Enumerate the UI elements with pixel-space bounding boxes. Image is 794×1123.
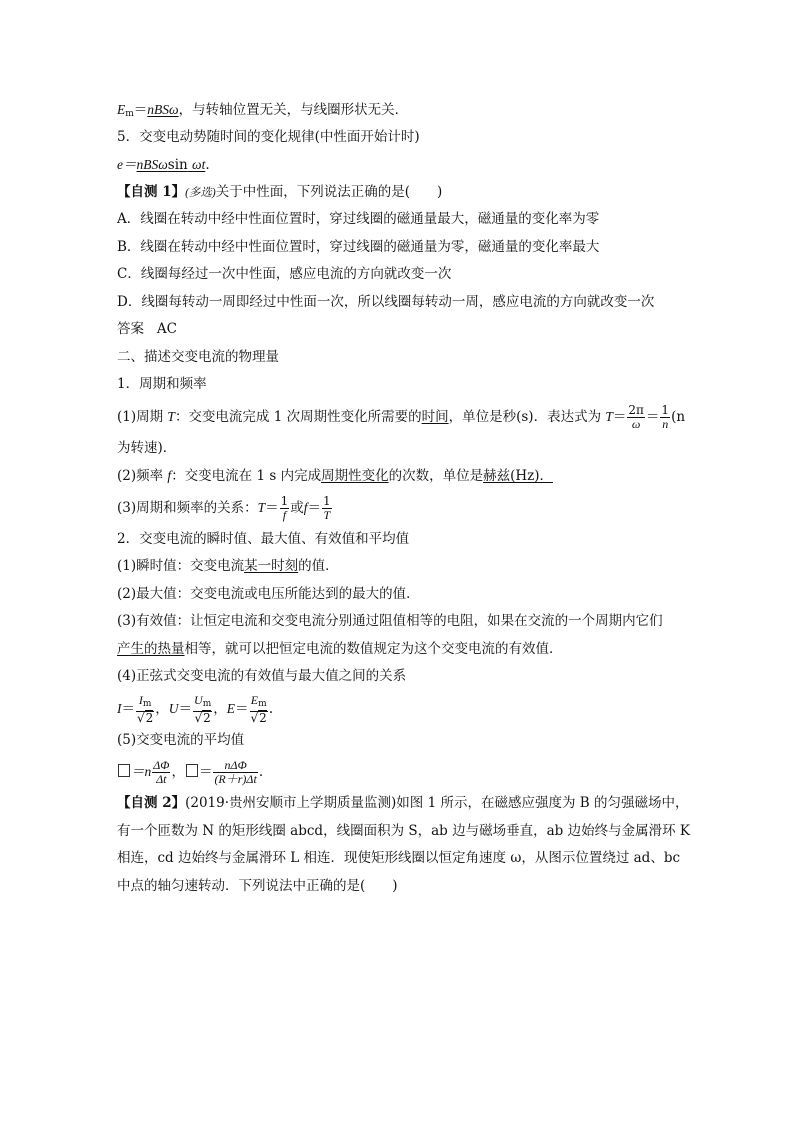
emf-time-formula [117,151,682,179]
period-underlined: 时间 [421,408,449,425]
symbol-f: f [167,468,172,483]
subsection-period-frequency: 1．周期和频率 [117,376,207,392]
comma: ， [213,700,227,717]
fraction-numerator: ΔΦ [153,758,170,772]
sine-relation-heading: (4)正弦式交变电流的有效值与最大值之间的关系 [117,668,407,684]
subscript-m: m [125,109,134,119]
answer-value: AC [156,321,177,337]
symbol-e: E [226,700,236,716]
symbol-i: I [117,700,122,716]
fraction-1-f [280,495,290,522]
symbol-f: f [303,499,308,515]
item-5-heading: 5．交变电动势随时间的变化规律(中性面开始计时) [117,128,420,145]
fraction-ndphi-rdt [213,759,257,786]
symbol-e: E [117,102,126,117]
effective-value-line-1: (3)有效值：让恒定电流和交变电流分别通过阻值相等的电阻，如果在交流的一个周期内它们 [117,613,663,629]
q2-line-1 [117,790,689,818]
fraction-um-root2: $\frac{U_m}{√2}$ [194,692,212,725]
q1-question: 关于中性面，下列说法正确的是( ) [215,183,443,200]
average-formulas [117,754,682,790]
fraction-1-n [660,404,670,431]
maximum-value: (2)最大值：交变电流或电压所能达到的最大的值． [117,585,420,602]
period-label: (1)周期 [117,408,168,425]
q2-line-3: 相连，cd 边始终与金属滑环 L 相连．现使矩形线圈以恒定角速度 ω，从图示位置绕过 ad、bc [117,850,681,866]
document-page [117,96,690,900]
symbol-t-2: T [605,408,613,424]
answer-label: 答案 [117,321,144,337]
subscript-m: m [142,698,152,709]
fraction-1-t [322,495,332,522]
relation-or: 或 [290,499,304,516]
emf-max-note: ，与转轴位置无关，与线圈形状无关． [178,102,409,118]
period-continuation: 为转速)． [117,439,177,456]
fraction-numerator: 1 [280,493,289,508]
fraction-denominator: Δt [152,772,170,786]
formula-lhs: e＝ [117,157,137,172]
q2-text-1: (2019·贵州安顺市上学期质量监测)如图 1 所示，在磁感应强度为 B 的匀强磁场中， [185,795,689,811]
average-emf-symbol-icon [118,764,130,777]
fraction-numerator: 2π [628,402,644,417]
equals-sign: ＝ [612,408,627,425]
average-eq: ＝n [131,764,152,779]
formula-phase: ωt [192,157,206,172]
fraction-denominator: (R＋r)Δt [214,772,257,786]
subscript-m: m [202,698,212,709]
q1-tag: 【自测 1】 [117,183,186,200]
fraction-numerator: nΔΦ [224,758,247,772]
q2-line-4: 中点的轴匀速转动．下列说法中正确的是( ) [117,877,398,894]
period-text: ：交变电流完成 1 次周期性变化所需要的 [174,408,422,425]
fraction-numerator: 1 [323,493,331,508]
average-value-heading: (5)交变电流的平均值 [117,731,245,748]
subscript-m: m [258,698,267,709]
emf-max-expression: nBSω [147,102,179,117]
average-current-symbol-icon [186,764,198,777]
frequency-underlined-2: 赫兹(Hz)． [483,468,553,484]
fraction-im-root2: $\frac{I_m}{√2}$ [137,692,154,725]
equals-sign: ＝ [645,408,660,425]
q2-line-2: 有一个匝数为 N 的矩形线圈 abcd，线圈面积为 S，ab 边与磁场垂直，ab 边始终与金属滑环 K [117,822,690,839]
period-frequency-relation [117,490,682,526]
q1-stem [117,179,682,207]
symbol-i: I [138,692,143,707]
equals-sign: ＝ [178,700,193,717]
effective-text: 相等，就可以把恒定电流的数值规定为这个交变电流的有效值． [184,640,563,657]
relation-label: (3)周期和频率的关系： [117,499,258,516]
fraction-denominator: ω [627,417,645,431]
q1-multi-choice: (多选) [185,186,216,199]
period-text-2: ，单位是秒(s)．表达式为 [448,408,606,425]
subsection-values: 2．交变电流的瞬时值、最大值、有效值和平均值 [117,530,410,547]
symbol-u: U [194,692,203,707]
symbol-t: T [167,408,175,424]
q1-option-b: B．线圈在转动中经中性面位置时，穿过线圈的磁通量为零，磁通量的变化率最大 [117,238,600,255]
effective-value-line-2 [117,636,682,664]
equals-sign: ＝ [121,700,135,717]
q1-option-c: C．线圈每经过一次中性面，感应电流的方向就改变一次 [117,266,452,282]
radicand: 2 [203,710,211,725]
q1-answer [117,316,682,344]
period-mark: . [258,764,264,780]
section-2-heading: 二、描述交变电流的物理量 [117,348,279,365]
fraction-em-root2: $\frac{E_m}{√2}$ [250,692,267,725]
emf-max-formula [117,96,682,124]
formula-sin: sin [167,157,188,173]
equals-sign: ＝ [265,499,279,516]
equals-sign: ＝ [235,700,249,717]
period-definition [117,399,686,435]
fraction-denominator: T [323,507,331,522]
q1-option-a: A．线圈在转动中经中性面位置时，穿过线圈的磁通量最大，磁通量的变化率为零 [117,211,600,227]
instantaneous-text-2: 的值． [298,558,339,574]
frequency-definition [117,462,682,490]
radicand: 2 [145,710,154,725]
equals-sign: ＝ [198,764,213,780]
effective-underlined: 产生的热量 [117,640,185,657]
fraction-dphi-dt [152,759,170,786]
comma: ， [155,700,169,717]
symbol-e: E [250,692,259,707]
symbol-u: U [168,700,179,716]
fraction-denominator: f [280,508,290,522]
formula-amplitude: nBSω [136,157,168,172]
frequency-label: (2)频率 [117,468,168,484]
instantaneous-text: (1)瞬时值：交变电流 [117,558,245,574]
radicand: 2 [259,710,267,725]
q2-tag: 【自测 2】 [117,795,186,811]
fraction-2pi-omega [627,404,645,431]
comma: ， [171,764,185,780]
instantaneous-value [117,553,682,581]
instantaneous-underlined: 某一时刻 [244,558,299,574]
period-paren: (n [671,408,686,425]
period-mark: . [268,700,274,717]
q1-option-d: D．线圈每转动一周即经过中性面一次，所以线圈每转动一周，感应电流的方向就改变一次 [117,293,655,310]
formula-period: . [205,157,210,173]
fraction-numerator: 1 [661,402,670,417]
fraction-denominator: n [662,416,669,431]
symbol-t: T [257,499,266,515]
rms-formulas [117,691,682,727]
frequency-text: ：交变电流在 1 s 内完成 [171,468,322,484]
frequency-text-2: 的次数，单位是 [388,468,484,484]
equals-sign: ＝ [133,102,148,118]
frequency-underlined-1: 周期性变化 [321,468,389,484]
equals-sign: ＝ [307,499,322,516]
